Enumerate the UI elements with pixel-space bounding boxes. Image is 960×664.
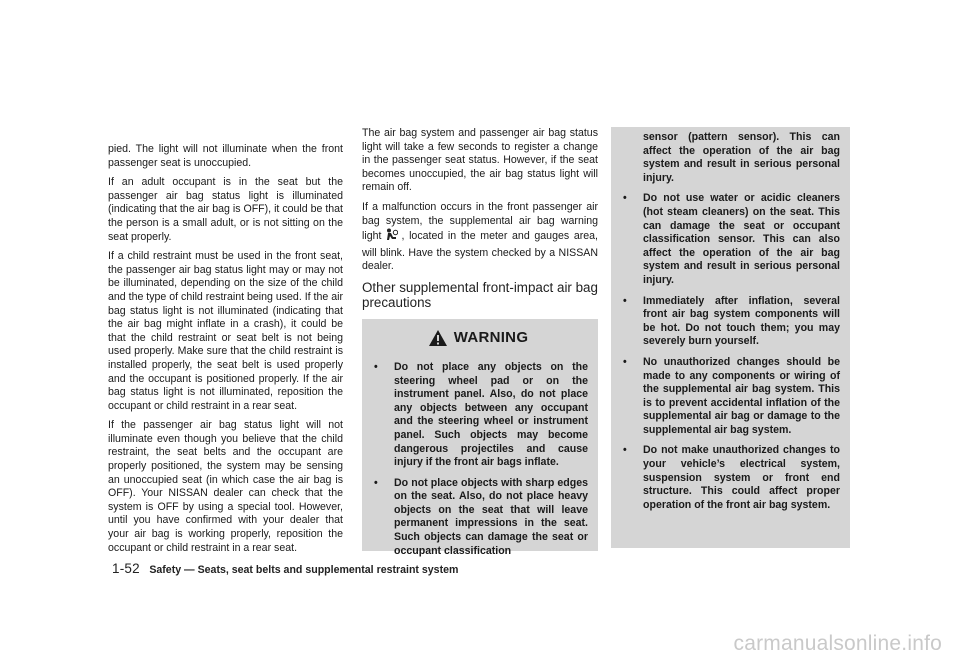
section-heading: Other supplemental front-impact air bag precautions xyxy=(362,279,598,311)
bullet: • xyxy=(374,476,378,489)
left-column xyxy=(108,143,343,561)
body-paragraph: If an adult occupant is in the seat but the passenger air bag status light is illuminated (indicating that the air bag is OFF), it could be that the person is a small adult, or is not sitting on the seat properly. xyxy=(108,176,343,243)
body-paragraph: If the passenger air bag status light will not illuminate even though you believe that the child restraint, the seat belts and the occupant are properly positioned, the system may be sensing an unoccupied seat (in which case the air bag is OFF). Your NISSAN dealer can check that the system is OFF by using a special tool. However, until you have confirmed with your dealer that your air bag is working properly, reposition the occupant or child restraint in a rear seat. xyxy=(108,419,343,554)
airbag-warning-light-icon xyxy=(384,228,398,247)
warning-item xyxy=(617,356,840,438)
warning-text: Immediately after inflation, several front air bag system components will be hot. Do not touch them; you may severely burn yourself. xyxy=(643,294,840,348)
warning-continuation: sensor (pattern sensor). This can affect the operation of the air bag system and result in serious personal injury. xyxy=(643,131,840,184)
bullet: • xyxy=(623,192,627,205)
bullet: • xyxy=(623,294,627,307)
warning-text: Do not place objects with sharp edges on the seat. Also, do not place heavy objects on the seat that will leave permanent impressions in the seat. Such objects can damage the seat or occupant classification xyxy=(394,476,588,557)
body-paragraph-with-icon xyxy=(362,201,598,274)
middle-column xyxy=(362,127,598,557)
paragraph-text-after-icon: , located in the meter and gauges area, will blink. Have the system checked by a NISSAN dealer. xyxy=(362,230,598,273)
warning-text: Do not make unauthorized changes to your vehicle’s electrical system, suspension system or front end structure. This could affect proper operation of the front air bag system. xyxy=(643,444,840,511)
warning-text: No unauthorized changes should be made to any components or wiring of the supplemental air bag system. This is to prevent accidental inflation of the supplemental air bag or damage to the supplemental air bag system. xyxy=(643,355,840,436)
warning-item xyxy=(368,477,588,559)
warning-text: Do not use water or acidic cleaners (hot steam cleaners) on the seat. This can damage the seat or occupant classification sensor. This can also affect the operation of the air bag system and result in serious personal injury. xyxy=(643,192,840,286)
watermark: carmanualsonline.info xyxy=(733,632,942,655)
bullet: • xyxy=(623,444,627,457)
warning-item xyxy=(368,361,588,470)
page-footer xyxy=(112,561,458,576)
body-paragraph: The air bag system and passenger air bag status light will take a few seconds to register a change in the passenger seat status. However, if the seat becomes unoccupied, the air bag status light will remain off. xyxy=(362,127,598,194)
warning-triangle-icon xyxy=(428,329,448,347)
warning-box-continued xyxy=(611,127,850,548)
page-number: 1-52 xyxy=(112,561,140,576)
body-paragraph: If a child restraint must be used in the front seat, the passenger air bag status light may or may not be illuminated, depending on the size of the child and the type of child restraint being used. If the air bag status light is not illuminated (indicating that the air bag might inflate in a crash), it could be that the child restraint or seat belt is not being used properly. Make sure that the child restraint is installed properly, the seat belt is used properly and the occupant is positioned properly. If the air bag status light is not illuminated, reposition the occupant or child restraint in a rear seat. xyxy=(108,250,343,412)
warning-title: WARNING xyxy=(453,329,529,347)
right-column xyxy=(611,127,850,548)
bullet: • xyxy=(623,355,627,368)
bullet: • xyxy=(374,360,378,373)
warning-box xyxy=(362,319,598,557)
paragraph-text-before-icon: If a malfunction occurs in the front passenger air bag system, the supplemental air bag warning light xyxy=(362,200,598,243)
warning-header xyxy=(368,329,588,351)
warning-item xyxy=(617,444,840,512)
warning-item xyxy=(617,295,840,349)
warning-text: Do not place any objects on the steering wheel pad or on the instrument panel. Also, do not place any objects between any occupant and the steering wheel or instrument panel. Such objects may become dangerous projectiles and cause injury if the front air bags inflate. xyxy=(394,360,588,469)
section-title: Safety — Seats, seat belts and supplemental restraint system xyxy=(149,564,459,576)
warning-item xyxy=(617,192,840,287)
body-paragraph: pied. The light will not illuminate when the front passenger seat is unoccupied. xyxy=(108,143,343,169)
